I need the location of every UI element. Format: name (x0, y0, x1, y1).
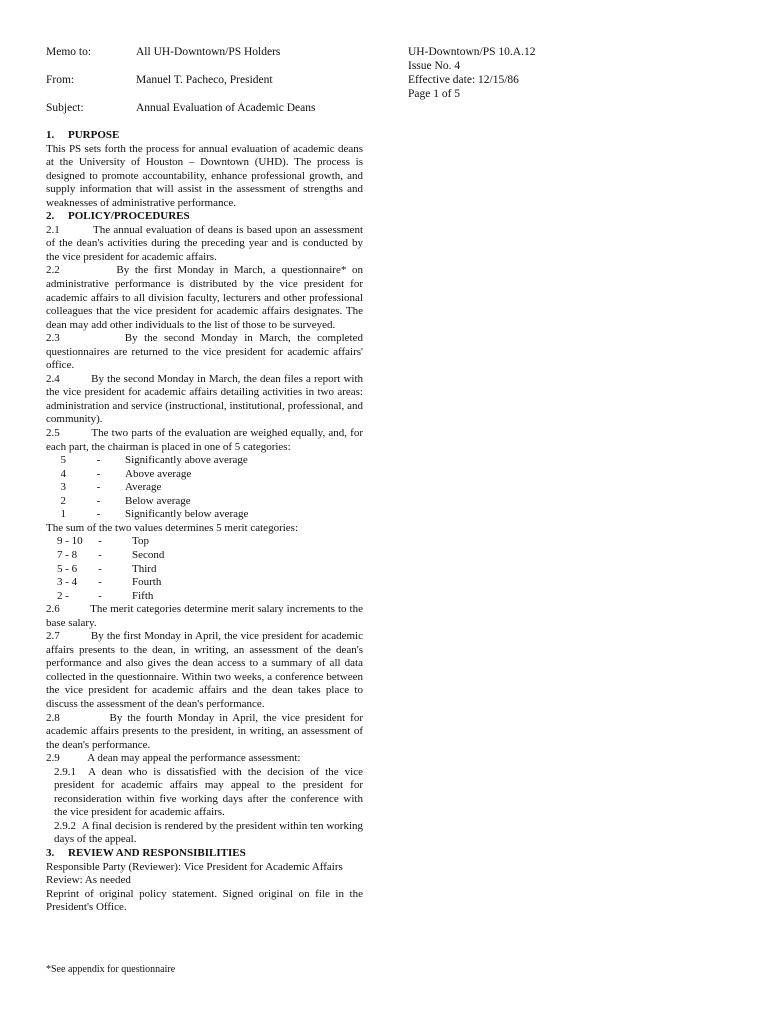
item-text: Top (132, 535, 149, 548)
item-dash: - (96, 508, 101, 521)
effective-date: Effective date: 12/15/86 (408, 74, 519, 86)
item-text: Fifth (132, 589, 154, 602)
paragraph-2-4: 2.4 By the second Monday in March, the dean files a report with the vice president for academic affairs detailing activities in two areas: administration and service (instructional, institutional, professional, and community). (46, 372, 363, 426)
from-value: Manuel T. Pacheco, President (136, 74, 273, 86)
section-2-heading (46, 210, 363, 224)
item-value: 4 (60, 467, 66, 480)
item-value: 9 - 10 (57, 535, 83, 548)
from-label: From: (46, 74, 75, 86)
item-text: Third (132, 562, 157, 575)
list-item (46, 576, 363, 590)
sum-text: The sum of the two values determines 5 merit categories: (46, 521, 299, 534)
memo-to-value: All UH-Downtown/PS Holders (136, 46, 281, 58)
item-text: Second (132, 548, 165, 561)
list-item (46, 563, 363, 577)
issue-number: Issue No. 4 (408, 60, 461, 72)
item-dash: - (98, 562, 102, 575)
list-item (46, 535, 363, 549)
paragraph-2-3: 2.3 By the second Monday in March, the completed questionnaires are returned to the vice president for academic affairs' office. (46, 332, 363, 372)
item-dash: - (98, 576, 102, 589)
section-title: POLICY/PROCEDURES (68, 210, 190, 223)
rating-categories-list (46, 454, 363, 522)
section-3-heading (46, 847, 363, 861)
list-item (46, 549, 363, 563)
list-item (46, 495, 363, 509)
item-value: 3 (60, 481, 66, 494)
page-number: Page 1 of 5 (408, 88, 461, 100)
paragraph-2-7: 2.7 By the first Monday in April, the vice president for academic affairs presents to the dean, in writing, an assessment of the dean's performance and also gives the dean access to a summary of all data collected in the questionnaire. Within two weeks, a conference between the vice president for academic affairs and the dean takes place to discuss the assessment of the dean's performance. (46, 630, 363, 710)
paragraph-2-8: 2.8 By the fourth Monday in April, the vice president for academic affairs presents to the president, in writing, an assessment of the dean's performance. (46, 711, 363, 751)
purpose-paragraph: This PS sets forth the process for annual evaluation of academic deans at the University of Houston – Downtown (UHD). The process is designed to promote accountability, enhance professional growth, and supply information that will assist in the assessment of strengths and weaknesses of administrative performance. (46, 142, 363, 209)
item-value: 2 (60, 494, 66, 507)
paragraph-2-9-1: 2.9.1 A dean who is dissatisfied with the decision of the vice president for academic affairs may appeal to the president for reconsideration within five working days after the conference with the vice president for academic affairs. (54, 765, 363, 819)
list-item (46, 508, 363, 522)
paragraph-2-9-2: 2.9.2 A final decision is rendered by the president within ten working days of the appeal. (54, 819, 363, 846)
item-text: Below average (125, 494, 191, 507)
item-value: 5 - 6 (57, 562, 78, 575)
item-dash: - (96, 494, 101, 507)
paragraph-2-1: 2.1 The annual evaluation of deans is based upon an assessment of the dean's activities during the preceding year and is conducted by the vice president for academic affairs. (46, 223, 363, 263)
paragraph-2-5: 2.5 The two parts of the evaluation are weighed equally, and, for each part, the chairman is placed in one of 5 categories: (46, 427, 363, 453)
merit-categories-list (46, 535, 363, 603)
subject-value: Annual Evaluation of Academic Deans (136, 102, 316, 114)
item-dash: - (98, 589, 102, 602)
item-value: 3 - 4 (57, 576, 78, 589)
list-item (46, 481, 363, 495)
paragraph-2-6: 2.6 The merit categories determine merit salary increments to the base salary. (46, 603, 363, 629)
item-value: 2 - (57, 589, 69, 602)
section-title: PURPOSE (68, 129, 120, 141)
item-text: Above average (125, 467, 192, 480)
paragraph-2-2: 2.2 By the first Monday in March, a questionnaire* on administrative performance is distributed by the vice president for academic affairs to all division faculty, lecturers and other professional colleagues that the vice president for academic affairs designates. The dean may add other individuals to the list of those to be surveyed. (46, 264, 363, 331)
item-dash: - (96, 467, 101, 480)
item-dash: - (98, 535, 102, 548)
item-dash: - (96, 454, 101, 467)
review-frequency: Review: As needed (46, 874, 131, 887)
memo-to-label: Memo to: (46, 46, 92, 58)
list-item (46, 454, 363, 468)
ps-number: UH-Downtown/PS 10.A.12 (408, 46, 536, 58)
section-number: 3. (46, 846, 55, 859)
subject-label: Subject: (46, 102, 84, 114)
footnote: *See appendix for questionnaire (46, 964, 176, 975)
responsible-party: Responsible Party (Reviewer): Vice President for Academic Affairs (46, 860, 343, 873)
list-item (46, 468, 363, 482)
item-dash: - (96, 481, 101, 494)
item-dash: - (98, 548, 102, 561)
section-number: 2. (46, 210, 55, 223)
paragraph-2-9: 2.9 A dean may appeal the performance assessment: (46, 752, 301, 765)
item-value: 1 (60, 508, 66, 521)
section-number: 1. (46, 129, 55, 141)
reprint-note: Reprint of original policy statement. Signed original on file in the President's Office. (46, 887, 363, 914)
list-item (46, 590, 363, 604)
section-title: REVIEW AND RESPONSIBILITIES (68, 846, 246, 859)
item-text: Average (125, 481, 162, 494)
section-1-heading (46, 129, 363, 143)
item-value: 7 - 8 (57, 548, 78, 561)
item-text: Significantly above average (125, 454, 248, 467)
item-text: Fourth (132, 576, 162, 589)
item-value: 5 (60, 454, 66, 467)
item-text: Significantly below average (125, 508, 249, 521)
policy-body (46, 129, 363, 915)
